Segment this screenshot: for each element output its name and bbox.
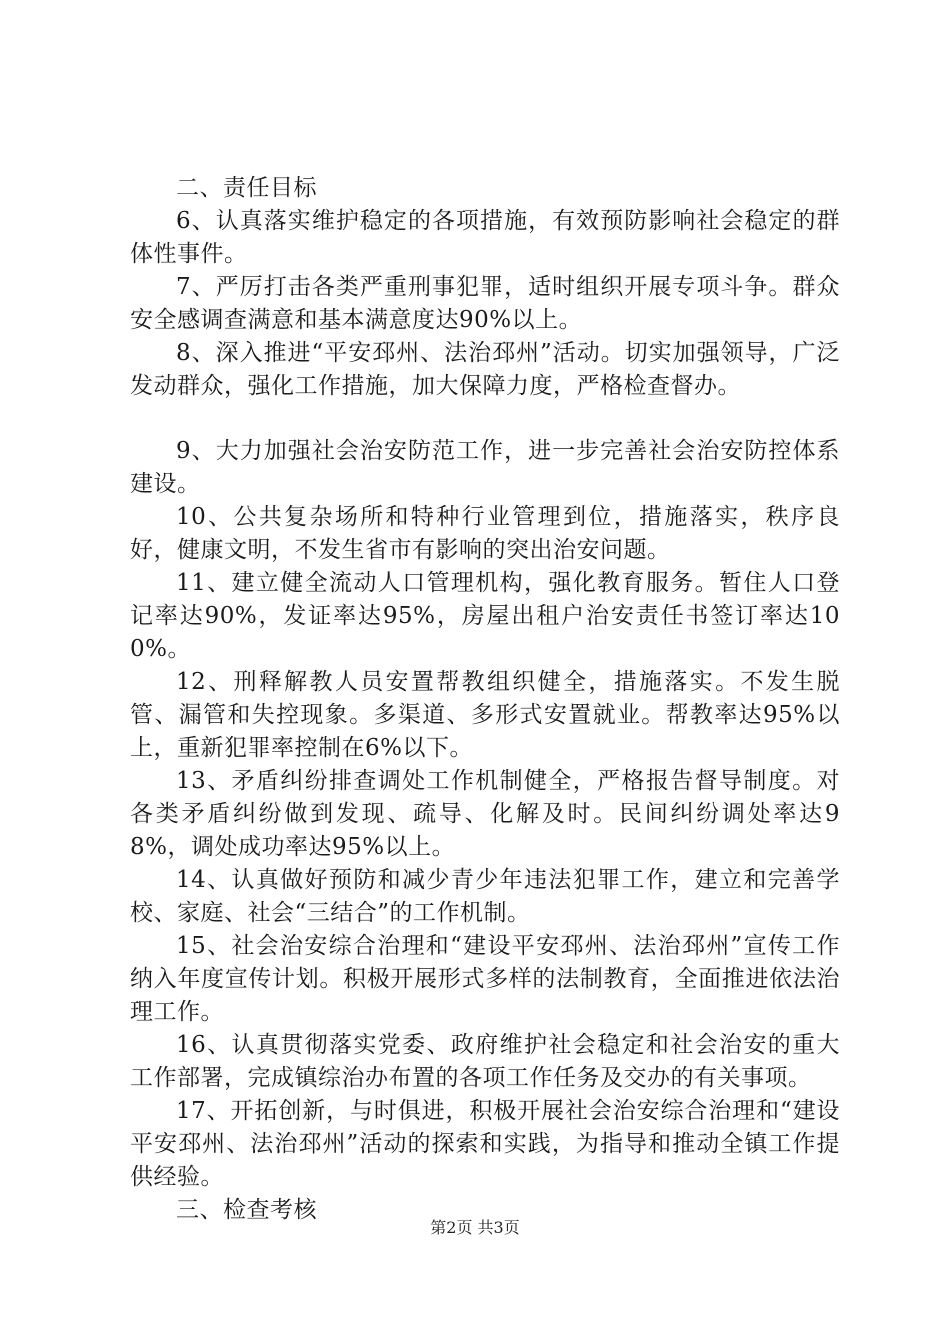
paragraph-item-8: 8、深入推进“平安邳州、法治邳州”活动。切实加强领导，广泛发动群众，强化工作措施，加大保障力度，严格检查督办。 <box>130 340 840 399</box>
paragraph-item-15: 15、社会治安综合治理和“建设平安邳州、法治邳州”宣传工作纳入年度宣传计划。积极开展形式多样的法制教育，全面推进依法治理工作。 <box>130 933 840 1025</box>
paragraph-item-9: 9、大力加强社会治安防范工作，进一步完善社会治安防控体系建设。 <box>130 438 840 497</box>
section-heading-responsibility-goals: 二、责任目标 <box>176 175 317 201</box>
paragraph-item-11: 11、建立健全流动人口管理机构，强化教育服务。暂住人口登记率达90%，发证率达95%，房屋出租户治安责任书签订率达100%。 <box>130 570 840 662</box>
paragraph-item-12: 12、刑释解教人员安置帮教组织健全，措施落实。不发生脱管、漏管和失控现象。多渠道、多形式安置就业。帮教率达95%以上，重新犯罪率控制在6%以下。 <box>130 669 840 761</box>
page-number-footer: 第2页 共3页 <box>430 1218 520 1237</box>
paragraph-item-7: 7、严厉打击各类严重刑事犯罪，适时组织开展专项斗争。群众安全感调查满意和基本满意度达90%以上。 <box>130 274 840 333</box>
paragraph-item-17: 17、开拓创新，与时俱进，积极开展社会治安综合治理和“建设平安邳州、法治邳州”活动的探索和实践，为指导和推动全镇工作提供经验。 <box>130 1098 840 1190</box>
paragraph-item-13: 13、矛盾纠纷排查调处工作机制健全，严格报告督导制度。对各类矛盾纠纷做到发现、疏导、化解及时。民间纠纷调处率达98%，调处成功率达95%以上。 <box>130 768 840 860</box>
paragraph-item-16: 16、认真贯彻落实党委、政府维护社会稳定和社会治安的重大工作部署，完成镇综治办布置的各项工作任务及交办的有关事项。 <box>130 1032 840 1091</box>
section-heading-inspection: 三、检查考核 <box>176 1197 317 1223</box>
paragraph-item-10: 10、公共复杂场所和特种行业管理到位，措施落实，秩序良好，健康文明，不发生省市有影响的突出治安问题。 <box>130 504 840 563</box>
document-body <box>130 172 840 1227</box>
paragraph-item-14: 14、认真做好预防和减少青少年违法犯罪工作，建立和完善学校、家庭、社会“三结合”的工作机制。 <box>130 867 840 926</box>
paragraph-item-6: 6、认真落实维护稳定的各项措施，有效预防影响社会稳定的群体性事件。 <box>130 208 840 267</box>
